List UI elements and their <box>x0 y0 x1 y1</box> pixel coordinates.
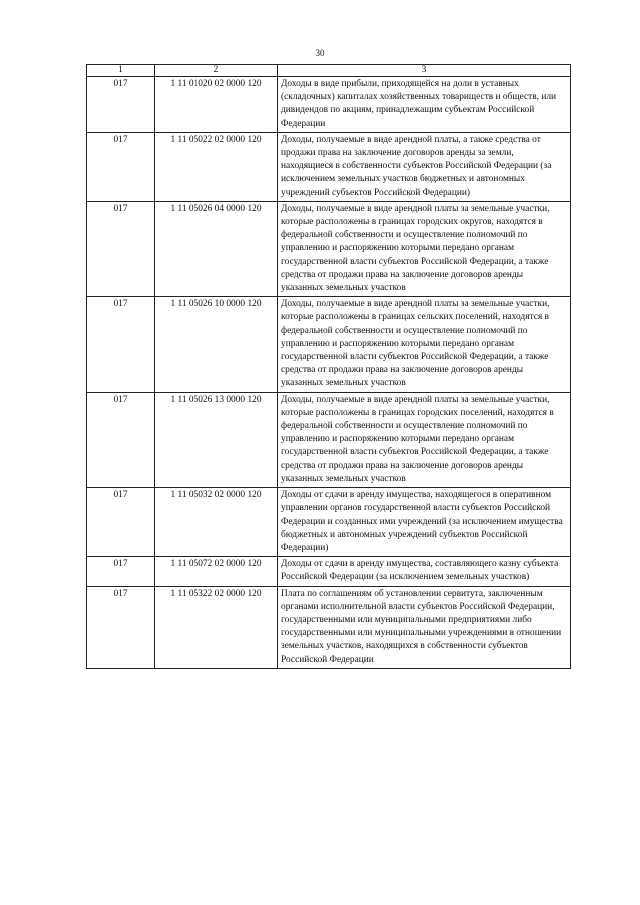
table-row <box>87 586 571 668</box>
revenue-description-cell: Доходы, получаемые в виде арендной платы за земельные участки, которые расположены в границах городских поселений, находятся в федеральной собственности и осуществление полномочий по управлению и распоряжению которыми передано органам государственной власти субъектов Российской Федерации, а также средства от продажи права на заключение договоров аренды указанных земельных участков <box>278 392 571 487</box>
revenue-code-cell: 1 11 05322 02 0000 120 <box>155 586 278 668</box>
table-row <box>87 201 571 296</box>
table-row <box>87 132 571 201</box>
admin-code-cell: 017 <box>87 392 155 487</box>
table-header-row <box>87 65 571 77</box>
admin-code-cell: 017 <box>87 586 155 668</box>
admin-code-cell: 017 <box>87 77 155 133</box>
revenue-code-cell: 1 11 05026 04 0000 120 <box>155 201 278 296</box>
revenue-classification-table <box>86 64 571 669</box>
column-header-revenue-code: 2 <box>155 65 278 77</box>
revenue-description-cell: Доходы, получаемые в виде арендной платы за земельные участки, которые расположены в границах сельских поселений, находятся в федеральной собственности и осуществление полномочий по управлению и распоряжению которыми передано органам государственной власти субъектов Российской Федерации, а также средства от продажи права на заключение договоров аренды указанных земельных участков <box>278 297 571 392</box>
revenue-description-cell: Доходы от сдачи в аренду имущества, находящегося в оперативном управлении органов государственной власти субъектов Российской Федерации и созданных ими учреждений (за исключением имущества бюджетных и автономных учреждений субъектов Российской Федерации) <box>278 488 571 557</box>
revenue-description-cell: Доходы, получаемые в виде арендной платы, а также средства от продажи права на заключение договоров аренды за земли, находящиеся в собственности субъектов Российской Федерации (за исключением земельных участков бюджетных и автономных учреждений субъектов Российской Федерации) <box>278 132 571 201</box>
revenue-code-cell: 1 11 05026 13 0000 120 <box>155 392 278 487</box>
admin-code-cell: 017 <box>87 201 155 296</box>
revenue-code-cell: 1 11 01020 02 0000 120 <box>155 77 278 133</box>
revenue-description-cell: Доходы от сдачи в аренду имущества, составляющего казну субъекта Российской Федерации (за исключением земельных участков) <box>278 557 571 586</box>
revenue-description-cell: Доходы в виде прибыли, приходящейся на доли в уставных (складочных) капиталах хозяйственных товариществ и обществ, или дивидендов по акциям, принадлежащим субъектам Российской Федерации <box>278 77 571 133</box>
revenue-code-cell: 1 11 05022 02 0000 120 <box>155 132 278 201</box>
table-row <box>87 297 571 392</box>
table-row <box>87 557 571 586</box>
column-header-admin-code: 1 <box>87 65 155 77</box>
table-row <box>87 392 571 487</box>
admin-code-cell: 017 <box>87 557 155 586</box>
table-row <box>87 488 571 557</box>
table-row <box>87 77 571 133</box>
revenue-code-cell: 1 11 05032 02 0000 120 <box>155 488 278 557</box>
admin-code-cell: 017 <box>87 132 155 201</box>
revenue-code-cell: 1 11 05072 02 0000 120 <box>155 557 278 586</box>
admin-code-cell: 017 <box>87 297 155 392</box>
revenue-code-cell: 1 11 05026 10 0000 120 <box>155 297 278 392</box>
revenue-description-cell: Доходы, получаемые в виде арендной платы за земельные участки, которые расположены в границах городских округов, находятся в федеральной собственности и осуществление полномочий по управлению и распоряжению которыми передано органам государственной власти субъектов Российской Федерации, а также средства от продажи права на заключение договоров аренды указанных земельных участков <box>278 201 571 296</box>
revenue-description-cell: Плата по соглашениям об установлении сервитута, заключенным органами исполнительной власти субъектов Российской Федерации, государственными или муниципальными предприятиями либо государственными или муниципальными учреждениями в отношении земельных участков, находящихся в собственности субъектов Российской Федерации <box>278 586 571 668</box>
page-number: 30 <box>315 48 325 58</box>
admin-code-cell: 017 <box>87 488 155 557</box>
column-header-description: 3 <box>278 65 571 77</box>
